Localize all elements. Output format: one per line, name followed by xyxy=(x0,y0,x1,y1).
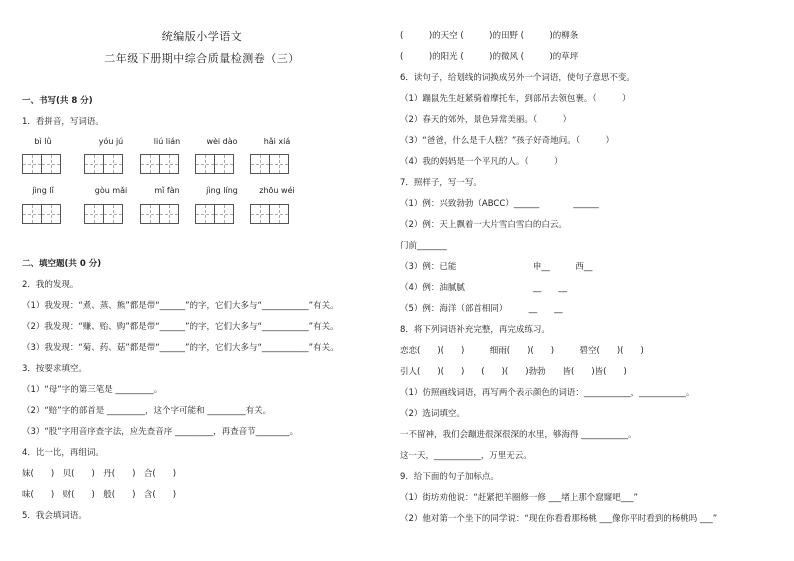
pinyin-label: jìng líng xyxy=(206,186,238,195)
question-4: 4．比一比，再组词。 xyxy=(22,448,104,458)
question-2-2: （2）我发现：“赚、贻、购”都是带“______”的字，它们大多与“___________”有关。 xyxy=(22,322,339,332)
writing-box[interactable] xyxy=(195,204,233,224)
question-8-row-1: 恋恋( )( ) 细雨( )( ) 碧空( )( ) xyxy=(400,346,644,356)
question-8: 8．将下列词语补充完整，再完成练习。 xyxy=(400,325,550,335)
question-7-2: （2）例：天上飘着一大片雪白雪白的白云。 xyxy=(400,220,567,230)
question-9-1: （1）街坊劝他说：“赶紧把羊圈修一修 ___堵上那个窟窿吧___” xyxy=(400,493,638,503)
pinyin-label: jìng lǐ xyxy=(32,186,54,195)
question-2-3: （3）我发现：“菊、药、菇”都是带“______”的字，它们大多与“___________”有关。 xyxy=(22,343,339,353)
fill-row-1: ( )的天空 ( )的田野 ( )的柳条 xyxy=(400,31,579,41)
pinyin-label: bì lǜ xyxy=(34,137,52,146)
pinyin-label: yóu jú xyxy=(98,137,124,146)
pinyin-label: mǐ fàn xyxy=(154,186,180,195)
page-title: 统编版小学语文 xyxy=(161,30,243,43)
question-9: 9．给下面的句子加标点。 xyxy=(400,472,499,482)
pinyin-label: liú lián xyxy=(153,137,181,146)
question-8-2-a: 一不留神，我们会蹦进很深很深的水里，够海得 ___________。 xyxy=(400,430,637,440)
writing-box[interactable] xyxy=(140,204,178,224)
writing-box[interactable] xyxy=(195,154,233,174)
question-3-2: （2）“赔”字的部首是 _________，这个字可能和 _________有关。 xyxy=(22,406,272,416)
writing-box[interactable] xyxy=(84,204,122,224)
question-3-3: （3）“股”字用音序查字法，应先查音序 _________，再查音节________。 xyxy=(22,427,299,437)
question-4-row-2: 味( ) 财( ) 般( ) 含( ) xyxy=(22,490,177,500)
question-8-row-2: 引人( )( ) ( )( )勃勃 皆( )皆( ) xyxy=(400,367,627,377)
page-subtitle: 二年级下册期中综合质量检测卷（三） xyxy=(104,52,300,65)
question-6-3: （3）“爸爸，什么是千人糕？”孩子好奇地问。（ ） xyxy=(400,136,614,146)
writing-box[interactable] xyxy=(22,204,60,224)
question-7-5: （5）例：海洋（部首相同） __ __ xyxy=(400,304,563,314)
writing-box[interactable] xyxy=(22,154,60,174)
question-2-1: （1）我发现：“煮、蒸、熊”都是带“______”的字，它们大多与“___________”有关。 xyxy=(22,301,339,311)
question-7-1: （1）例：兴致勃勃（ABCC）______ ______ xyxy=(400,199,599,209)
writing-box[interactable] xyxy=(84,154,122,174)
question-1: 1．看拼音，写词语。 xyxy=(22,117,104,127)
section-1-heading: 一、书写(共 8 分) xyxy=(22,96,93,106)
question-8-2-b: 这一天，___________，万里无云。 xyxy=(400,451,532,461)
question-6-1: （1）蹦鼠先生赶紧骑着摩托车，到部吊去领包裹。（ ） xyxy=(400,94,631,104)
writing-box[interactable] xyxy=(250,204,288,224)
question-5: 5．我会填词语。 xyxy=(22,511,87,521)
question-7-2-answer: 门前_______ xyxy=(400,241,447,251)
question-8-2: （2）选词填空。 xyxy=(400,409,465,419)
question-3-1: （1）“母”字的第三笔是 _________。 xyxy=(22,385,163,395)
writing-box[interactable] xyxy=(140,154,178,174)
fill-row-2: ( )的阳光 ( )的微风 ( )的草坪 xyxy=(400,52,579,62)
writing-box[interactable] xyxy=(250,154,288,174)
question-2: 2．我的发现。 xyxy=(22,280,79,290)
question-7: 7．照样子，写一写。 xyxy=(400,178,482,188)
question-7-4: （4）例：油腻腻 __ __ xyxy=(400,283,567,293)
question-6: 6．读句子，给划线的词换成另外一个词语，使句子意思不变。 xyxy=(400,73,635,83)
section-2-heading: 二、填空题(共 0 分) xyxy=(22,259,102,269)
pinyin-label: hǎi xiá xyxy=(263,137,291,146)
pinyin-label: wèi dào xyxy=(206,137,238,146)
question-9-2: （2）他对第一个坐下的同学说：“现在你看看那杨桃 ___像你平时看到的杨桃吗 ___” xyxy=(400,514,718,524)
question-8-1: （1）仿照画线词语，再写两个表示颜色的词语：___________，___________。 xyxy=(400,388,695,398)
pinyin-label: zhōu wéi xyxy=(259,186,295,195)
pinyin-label: gòu mǎi xyxy=(94,186,128,195)
question-7-3: （3）例：已能 申__ 西__ xyxy=(400,262,593,272)
question-3: 3．按要求填空。 xyxy=(22,364,87,374)
question-4-row-1: 妹( ) 贝( ) 丹( ) 合( ) xyxy=(22,469,177,479)
question-6-2: （2）春天的郊外，景色异常美丽。（ ） xyxy=(400,115,572,125)
question-6-4: （4）我的妈妈是一个平凡的人。（ ） xyxy=(400,157,563,167)
